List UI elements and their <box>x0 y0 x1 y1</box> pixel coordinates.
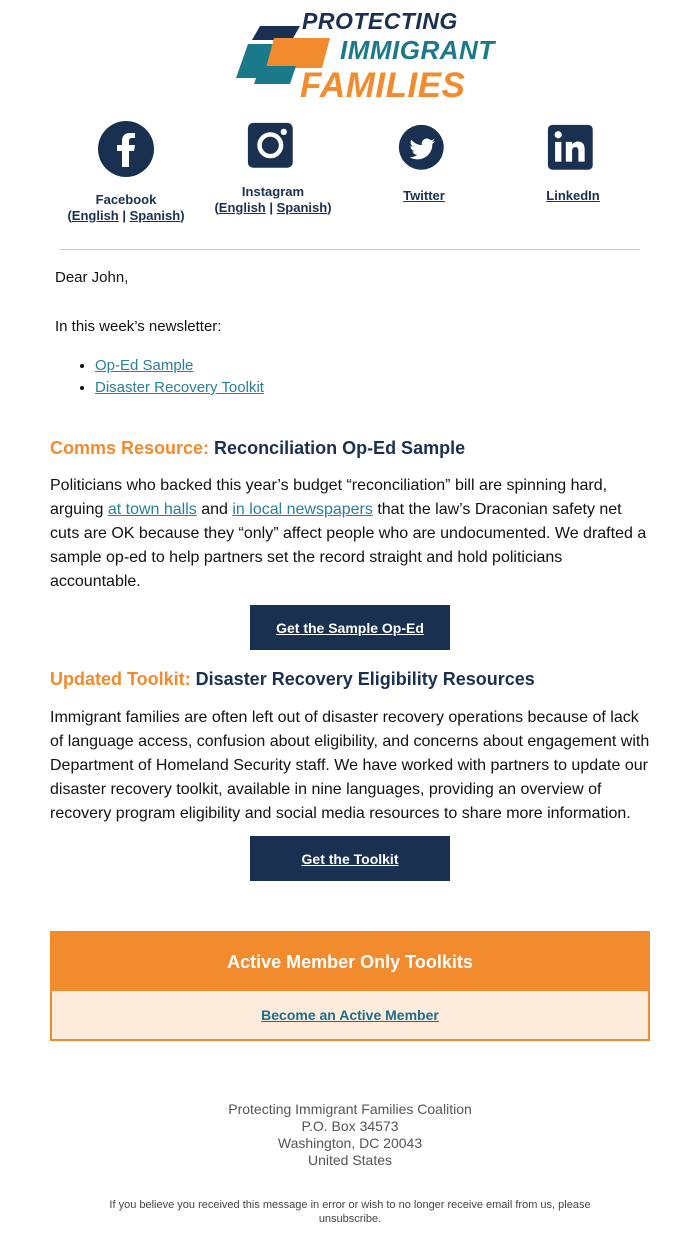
footer-org: Protecting Immigrant Families Coalition <box>228 1101 472 1117</box>
section-heading: Reconciliation Op-Ed Sample <box>209 438 466 458</box>
town-halls-link[interactable]: at town halls <box>107 501 197 518</box>
instagram-language-links: (English | Spanish) <box>214 200 332 215</box>
section-kicker: Updated Toolkit: <box>50 669 191 689</box>
section-title-toolkit <box>50 669 535 690</box>
linkedin-link[interactable]: LinkedIn <box>546 188 600 203</box>
facebook-spanish-link[interactable]: Spanish <box>129 208 181 223</box>
social-twitter <box>354 120 494 204</box>
table-of-contents <box>55 355 264 399</box>
unsubscribe-note: If you believe you received this message in error or wish to no longer receive email from us, please unsubscribe. <box>109 1199 591 1225</box>
get-toolkit-button[interactable]: Get the Toolkit <box>250 836 450 881</box>
toc-link-toolkit[interactable]: Disaster Recovery Toolkit <box>95 379 264 396</box>
instagram-icon[interactable] <box>247 122 299 174</box>
twitter-icon[interactable] <box>398 124 450 176</box>
local-newspapers-link[interactable]: in local newspapers <box>232 501 373 518</box>
list-item <box>95 377 264 399</box>
social-facebook <box>56 120 196 224</box>
footer-address <box>0 1101 700 1169</box>
facebook-icon[interactable] <box>97 120 155 178</box>
toolkit-paragraph: Immigrant families are often left out of disaster recovery operations because of lack of language access, confusion about eligibility, and concerns about engagement with Department of Homeland Security staff. We have worked with partners to update our disaster recovery toolkit, available in nine languages, providing an overview of recovery program eligibility and social media resources to share more information. <box>50 709 650 822</box>
get-sample-op-ed-button[interactable]: Get the Sample Op-Ed <box>250 605 450 650</box>
toc-link-op-ed[interactable]: Op-Ed Sample <box>95 357 194 374</box>
divider <box>60 249 640 250</box>
list-item <box>95 355 264 377</box>
active-member-box <box>50 931 650 1041</box>
footer-po-box: P.O. Box 34573 <box>301 1118 399 1134</box>
active-member-body <box>52 991 648 1039</box>
linkedin-icon[interactable] <box>547 124 599 176</box>
facebook-language-links: (English | Spanish) <box>67 208 185 223</box>
newsletter-intro: In this week’s newsletter: <box>55 318 222 335</box>
greeting: Dear John, <box>55 269 129 286</box>
instagram-spanish-link[interactable]: Spanish <box>276 200 328 215</box>
instagram-label: Instagram <box>241 184 305 199</box>
facebook-label: Facebook <box>95 192 157 207</box>
active-member-heading: Active Member Only Toolkits <box>52 933 648 991</box>
social-instagram <box>203 120 343 216</box>
logo-line-1: PROTECTING <box>302 8 458 34</box>
section-heading: Disaster Recovery Eligibility Resources <box>190 669 535 689</box>
twitter-link[interactable]: Twitter <box>403 188 445 203</box>
brand-logo <box>230 6 495 106</box>
facebook-english-link[interactable]: English <box>71 208 119 223</box>
logo-line-3: FAMILIES <box>300 66 466 105</box>
become-active-member-link[interactable]: Become an Active Member <box>261 1007 439 1023</box>
logo-line-2: IMMIGRANT <box>340 35 495 65</box>
section-kicker: Comms Resource: <box>50 438 210 458</box>
instagram-english-link[interactable]: English <box>218 200 266 215</box>
section-title-op-ed <box>50 438 465 459</box>
social-linkedin <box>503 120 643 204</box>
footer-country: United States <box>307 1152 393 1168</box>
op-ed-paragraph: Politicians who backed this year’s budget “reconciliation” bill are spinning hard, arguing at town halls and in local newspapers that the law’s Draconian safety net cuts are OK because they “only” affect people who are undocumented. We drafted a sample op-ed to help partners set the record straight and hold politicians accountable. <box>50 477 647 590</box>
footer-city: Washington, DC 20043 <box>277 1135 423 1151</box>
